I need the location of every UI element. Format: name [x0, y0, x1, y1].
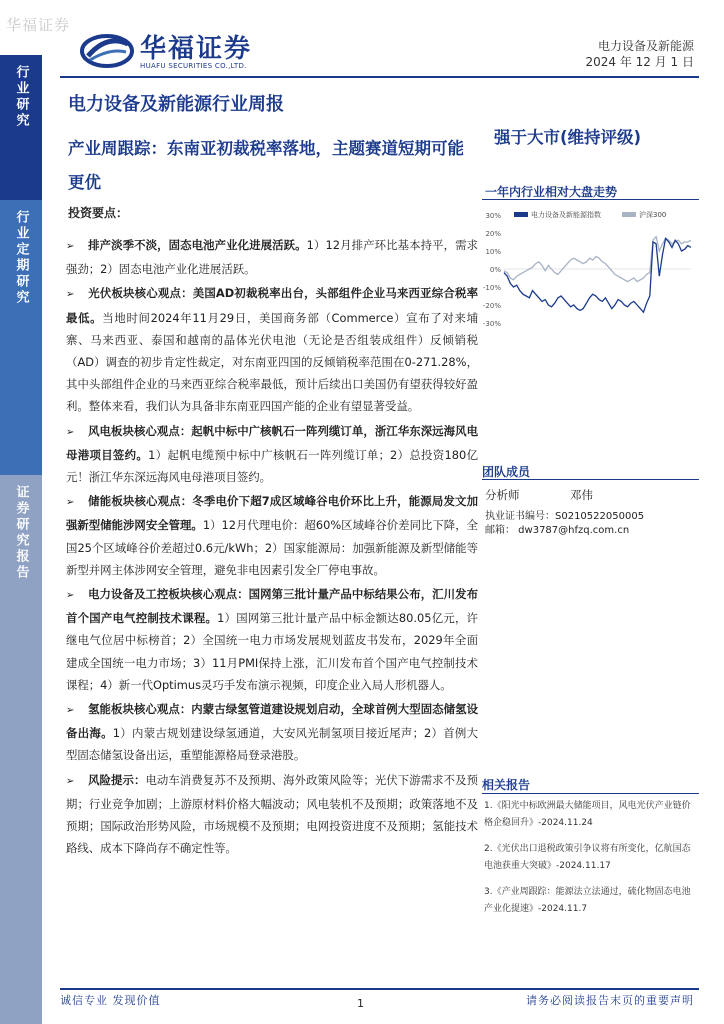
point-heading: 氢能板块核心观点：内蒙古绿氢管道建设规划启动，全球首例大型固态储氢设备出海。	[66, 702, 478, 741]
analyst-cert: 执业证书编号：S0210522050005	[485, 511, 645, 522]
footer-divider	[60, 988, 699, 990]
investment-point	[66, 490, 478, 581]
related-title: 相关报告	[482, 778, 531, 792]
team-divider	[482, 479, 699, 480]
legend-label: 电力设备及新能源指数	[531, 211, 601, 219]
x-tick-label: 2023-11	[508, 294, 514, 316]
header-category: 电力设备及新能源	[597, 39, 694, 53]
sidebar-section-industry	[0, 55, 42, 200]
sidebar-section-report	[0, 475, 42, 1024]
arrow-bullet-icon: ➢	[66, 241, 75, 252]
related-report-link[interactable]: 3.《产业周跟踪：能源法立法通过，硫化物固态电池产业化提速》-2024.11.7	[484, 887, 691, 914]
y-tick-label: 20%	[485, 230, 501, 238]
point-text: 1）国网第三批计量产品中标金额达80.05亿元，许继电气位居中标榜首；2）全国统一电力市场发展规划蓝皮书发布，2029年全面建成全国统一电力市场；3）11月PMI保持上涨，汇川发布首个国产电气控制技术课程；4）新一代Optimus灵巧手发布演示视频，印度企业入局人形机器人。	[66, 611, 478, 692]
report-title: 电力设备及新能源行业周报	[68, 94, 284, 115]
brand-name-cn: 华福证券	[140, 34, 253, 64]
arrow-bullet-icon: ➢	[66, 289, 75, 301]
sidebar-label: 行业定期研究	[13, 210, 29, 306]
analyst-role: 分析师	[485, 488, 520, 502]
investment-point	[66, 583, 478, 696]
y-tick-label: 0%	[489, 266, 501, 274]
investment-point	[66, 420, 478, 489]
brand-name-en: HUAFU SECURITIES CO.,LTD.	[140, 62, 247, 70]
investment-point	[66, 698, 478, 767]
sidebar-label: 证券研究报告	[13, 485, 29, 581]
header-date: 2024 年 12 月 1 日	[585, 55, 694, 69]
investment-title: 投资要点：	[68, 206, 129, 220]
investment-point	[66, 234, 478, 280]
investment-body	[66, 234, 478, 861]
y-tick-label: 10%	[485, 248, 501, 256]
investment-point	[66, 282, 478, 417]
footer-slogan: 诚信专业 发现价值	[60, 994, 161, 1007]
investment-point	[66, 769, 478, 860]
header-divider	[60, 76, 699, 78]
legend-swatch	[514, 212, 528, 217]
related-divider	[482, 793, 699, 794]
analyst-name: 邓伟	[570, 488, 593, 502]
x-tick-label: 2024-03	[565, 294, 571, 316]
y-tick-label: 30%	[485, 212, 501, 220]
page-number: 1	[357, 997, 364, 1010]
company-logo	[80, 30, 280, 72]
point-heading: 风险提示：	[88, 772, 146, 787]
legend-swatch	[622, 212, 636, 217]
related-list	[484, 798, 699, 927]
arrow-bullet-icon: ➢	[66, 705, 75, 717]
legend-label: 沪深300	[639, 211, 667, 219]
point-heading: 排产淡季不淡，固态电池产业化进展活跃。	[88, 238, 307, 252]
rating: 强于大市(维持评级)	[494, 128, 642, 147]
x-tick-label: 2024-11	[679, 294, 685, 316]
point-heading: 电力设备及工控板块核心观点：国网第三批计量产品中标结果公布，汇川发布首个国产电气控制技术课程。	[66, 587, 478, 626]
x-tick-label: 2024-09	[650, 294, 657, 316]
team-title: 团队成员	[482, 465, 531, 479]
analyst-row	[485, 487, 593, 503]
arrow-bullet-icon: ➢	[66, 426, 75, 438]
footer-disclaimer: 请务必阅读报告末页的重要声明	[526, 994, 694, 1007]
x-tick-label: 2024-05	[593, 294, 600, 316]
y-tick-label: -10%	[482, 284, 501, 292]
point-text: 1）起帆电缆预中标中广核帆石一阵列缆订单；2）总投资180亿元！浙江华东深远海风电母港项目签约。	[66, 447, 478, 485]
arrow-bullet-icon: ➢	[66, 590, 75, 602]
sidebar-label: 行业研究	[13, 65, 29, 129]
x-tick-label: 2024-07	[622, 294, 628, 316]
related-report-link[interactable]: 2.《光伏出口退税政策引争议将有所变化，亿航国态电池获重大突破》-2024.11.17	[484, 844, 691, 871]
point-heading: 光伏板块核心观点：美国AD初裁税率出台，头部组件企业马来西亚综合税率最低。	[66, 286, 478, 325]
arrow-bullet-icon: ➢	[66, 497, 75, 509]
chart-title: 一年内行业相对大盘走势	[485, 185, 618, 199]
sidebar-section-periodic	[0, 200, 42, 475]
point-heading: 风电板块核心观点：起帆中标中广核帆石一阵列缆订单，浙江华东深远海风电母港项目签约。	[66, 423, 478, 462]
chart-divider	[482, 199, 699, 200]
point-text: 电动车消费复苏不及预期、海外政策风险等；光伏下游需求不及预期；行业竞争加剧；上游原材料价格大幅波动；风电装机不及预期；政策落地不及预期；国际政治形势风险，市场规模不及预期；电网投资进度不及预期；氢能技术路线、成本下降尚存不确定性等。	[66, 772, 478, 856]
relative-performance-chart	[476, 205, 701, 327]
logo-emblem-icon	[80, 30, 136, 72]
point-text: 1）内蒙古规划建设绿氢通道，大安风光制氢项目接近尾声；2）首例大型固态储氢设备出运，重塑能源格局登录港股。	[66, 726, 478, 763]
point-text: 1）12月代理电价：超60%区域峰谷价差同比下降，全国25个区域峰谷价差超过0.6元/kWh；2）国家能源局：加强新能源及新型储能等新型并网主体涉网安全管理，避免非电因素引发全厂停电事故。	[66, 518, 478, 577]
analyst-email[interactable]: 邮箱： dw3787@hfzq.com.cn	[485, 525, 630, 536]
series-line	[504, 237, 691, 282]
point-text: 1）12月排产环比基本持平，需求强劲；2）固态电池产业化进展活跃。	[66, 238, 478, 277]
report-subtitle: 产业周跟踪：东南亚初裁税率落地，主题赛道短期可能更优	[68, 139, 464, 192]
point-text: 当地时间2024年11月29日，美国商务部（Commerce）宣布了对来埔寨、马来西亚、泰国和越南的晶体光伏电池（无论是否组装成组件）反倾销税（AD）调查的初步肯定性裁定，对东南亚四国的反倾销税率范围在0-271.28%，其中头部组件企业的马来西亚综合税率最低，预计后续出口美国仍有望获得较好盈利。整体来看，我们认为具备非东南亚四国产能的企业有望显著受益。	[66, 310, 478, 414]
related-report-link[interactable]: 1.《阳光中标欧洲最大储能项目，风电光伏产业链价格企稳回升》-2024.11.24	[484, 801, 691, 828]
arrow-bullet-icon: ➢	[66, 775, 75, 787]
y-tick-label: -20%	[482, 302, 501, 310]
point-heading: 储能板块核心观点：冬季电价下超7成区域峰谷电价环比上升，能源局发文加强新型储能涉网安全管理。	[66, 494, 478, 533]
y-tick-label: -30%	[482, 320, 501, 327]
watermark: 华福证券	[6, 16, 71, 34]
x-tick-label: 2024-01	[536, 294, 543, 316]
